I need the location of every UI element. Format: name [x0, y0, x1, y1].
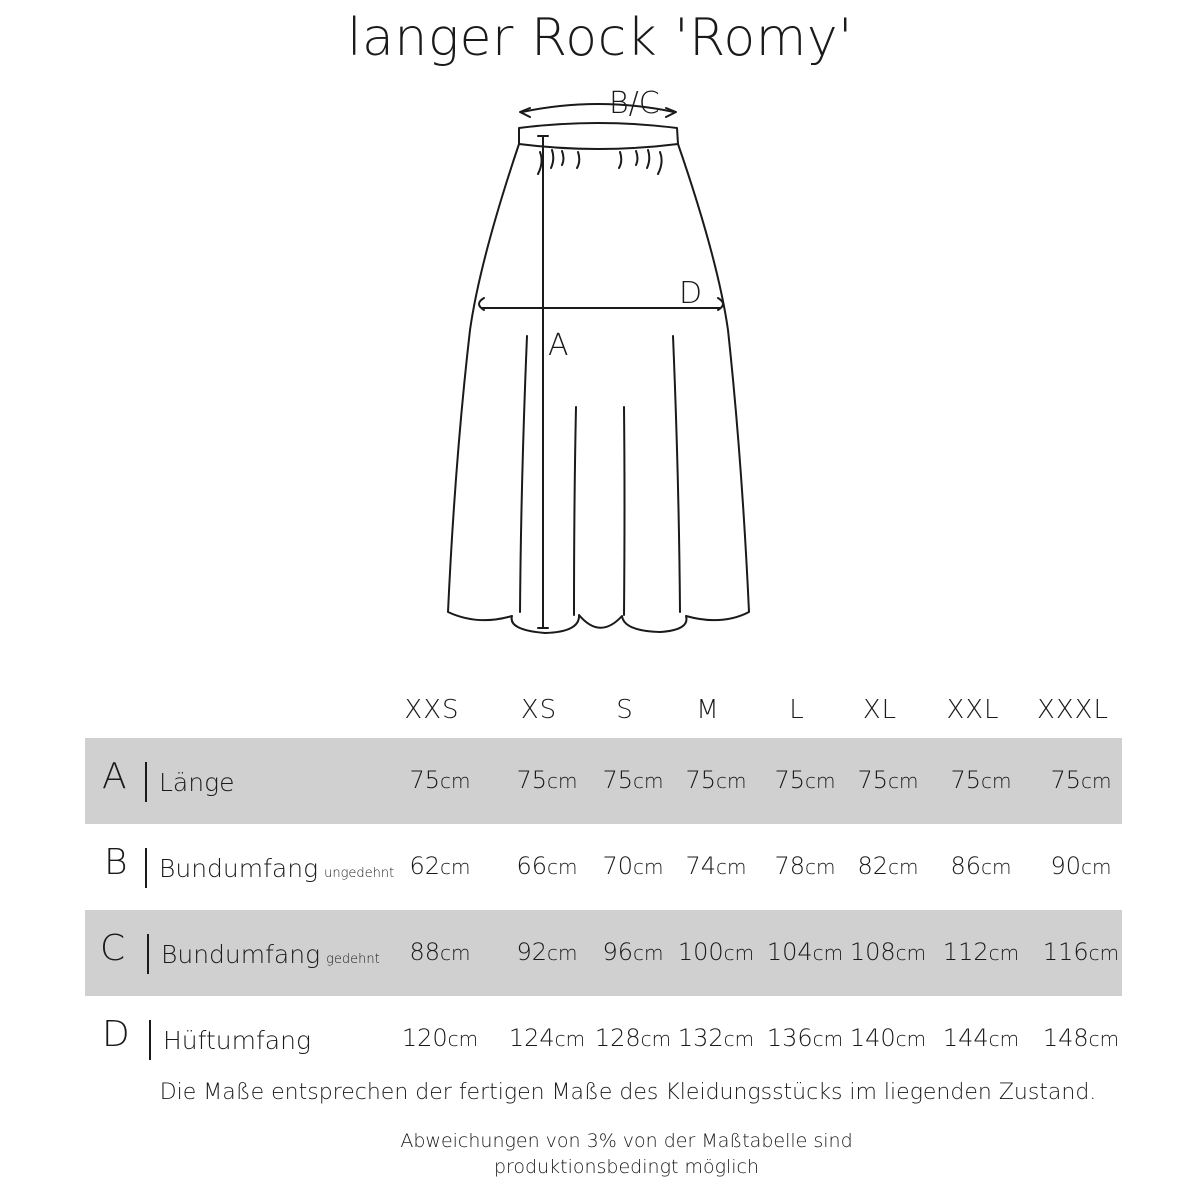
- measurement-unit: cm: [888, 769, 919, 793]
- measurement-unit: cm: [547, 855, 578, 879]
- measurement-unit: cm: [547, 941, 578, 965]
- row-name-text: Bundumfang: [159, 854, 319, 883]
- measurement-unit: cm: [1081, 769, 1112, 793]
- measurement-unit: cm: [640, 1027, 672, 1051]
- measurement-value: 75: [950, 766, 982, 794]
- row-name-qualifier: ungedehnt: [324, 866, 395, 881]
- measurement-unit: cm: [981, 769, 1012, 793]
- measurement-unit: cm: [812, 941, 844, 965]
- measurement-cell: [926, 766, 1036, 794]
- measurement-value: 136: [766, 1024, 813, 1052]
- row-name-text: Bundumfang: [161, 940, 321, 969]
- skirt-outline: [448, 144, 749, 633]
- measurement-unit: cm: [981, 855, 1012, 879]
- measurement-value: 75: [857, 766, 889, 794]
- row-name: [159, 854, 394, 883]
- size-label: XL: [862, 695, 898, 725]
- measurement-value: 120: [401, 1024, 448, 1052]
- tolerance-line-2: produktionsbedingt möglich: [493, 1156, 760, 1178]
- measurement-cell: [926, 1024, 1036, 1052]
- measurement-unit: cm: [554, 1027, 586, 1051]
- table-row: [85, 910, 1122, 996]
- measurement-value: 108: [849, 938, 896, 966]
- length-line: [538, 136, 548, 628]
- measurement-cell: [1026, 1024, 1136, 1052]
- measurement-unit: cm: [447, 1027, 479, 1051]
- measurement-value: 88: [409, 938, 441, 966]
- measurement-value: 75: [516, 766, 548, 794]
- measurement-value: 82: [857, 852, 889, 880]
- measurement-unit: cm: [805, 769, 836, 793]
- measurement-unit: cm: [633, 855, 664, 879]
- measurement-value: 144: [942, 1024, 989, 1052]
- measurement-unit: cm: [812, 1027, 844, 1051]
- table-row: [85, 996, 1122, 1082]
- measurement-cell: [1026, 852, 1136, 880]
- size-label: XXL: [946, 695, 1000, 725]
- measurement-unit: cm: [1081, 855, 1112, 879]
- measurement-value: 62: [409, 852, 441, 880]
- row-divider: [147, 934, 149, 974]
- measurement-value: 70: [602, 852, 634, 880]
- measurement-value: 92: [516, 938, 548, 966]
- measurement-unit: cm: [440, 855, 471, 879]
- row-letter: B: [104, 842, 128, 883]
- page-title: langer Rock 'Romy': [347, 8, 853, 68]
- measurement-cell: [385, 938, 495, 966]
- row-divider: [145, 848, 147, 888]
- measurement-cell: [1026, 766, 1136, 794]
- measurement-unit: cm: [633, 769, 664, 793]
- tolerance-line-1: Abweichungen von 3% von der Maßtabelle sind: [400, 1130, 853, 1152]
- row-name: [161, 940, 380, 969]
- tolerance-note: [0, 1128, 1200, 1180]
- measurement-value: 128: [594, 1024, 641, 1052]
- measurement-value: 75: [1050, 766, 1082, 794]
- measurement-unit: cm: [440, 769, 471, 793]
- size-label: XXS: [404, 695, 460, 725]
- measurement-value: 75: [685, 766, 717, 794]
- measurement-value: 112: [942, 938, 989, 966]
- measurement-cell: [926, 938, 1036, 966]
- measurement-cell: [926, 852, 1036, 880]
- measurement-cell: [385, 1024, 495, 1052]
- measurement-unit: cm: [723, 1027, 755, 1051]
- measurement-value: 140: [849, 1024, 896, 1052]
- measurement-unit: cm: [895, 1027, 927, 1051]
- gather-lines: [538, 150, 662, 174]
- measurement-value: 132: [677, 1024, 724, 1052]
- size-label: XXXL: [1037, 695, 1109, 725]
- measurement-unit: cm: [547, 769, 578, 793]
- measurement-value: 86: [950, 852, 982, 880]
- measurement-unit: cm: [988, 941, 1020, 965]
- row-letter: A: [102, 756, 127, 797]
- size-label: S: [616, 695, 634, 725]
- measurement-unit: cm: [888, 855, 919, 879]
- size-label: XS: [520, 695, 558, 725]
- size-label: L: [789, 695, 805, 725]
- table-row: [85, 824, 1122, 910]
- measurement-value: 78: [774, 852, 806, 880]
- measurement-unit: cm: [716, 855, 747, 879]
- row-letter: C: [100, 928, 126, 969]
- measurement-unit: cm: [895, 941, 927, 965]
- row-name-text: Hüftumfang: [163, 1026, 311, 1055]
- measurement-value: 104: [766, 938, 813, 966]
- measurement-cell: [385, 766, 495, 794]
- measurement-unit: cm: [1088, 1027, 1120, 1051]
- measurement-value: 148: [1042, 1024, 1089, 1052]
- measurement-unit: cm: [988, 1027, 1020, 1051]
- measurement-note: Die Maße entsprechen der fertigen Maße des Kleidungsstücks im liegenden Zustand.: [159, 1080, 1097, 1105]
- measurement-cell: [385, 852, 495, 880]
- row-name: [159, 768, 234, 797]
- row-name-qualifier: gedehnt: [326, 952, 380, 967]
- measurement-value: 90: [1050, 852, 1082, 880]
- measurement-unit: cm: [805, 855, 836, 879]
- row-letter: D: [102, 1014, 130, 1055]
- label-bc: B/C: [609, 86, 660, 121]
- row-divider: [149, 1020, 151, 1060]
- measurement-value: 75: [774, 766, 806, 794]
- measurement-value: 66: [516, 852, 548, 880]
- measurement-value: 116: [1042, 938, 1089, 966]
- label-a: A: [548, 328, 569, 363]
- measurement-unit: cm: [716, 769, 747, 793]
- measurement-cell: [1026, 938, 1136, 966]
- label-d: D: [679, 276, 703, 311]
- measurement-unit: cm: [440, 941, 471, 965]
- measurement-unit: cm: [723, 941, 755, 965]
- row-divider: [145, 762, 147, 802]
- measurement-value: 74: [685, 852, 717, 880]
- measurement-value: 75: [602, 766, 634, 794]
- measurement-value: 124: [508, 1024, 555, 1052]
- size-label: M: [696, 695, 720, 725]
- row-name-text: Länge: [159, 768, 235, 797]
- measurement-value: 75: [409, 766, 441, 794]
- measurement-unit: cm: [1088, 941, 1120, 965]
- measurement-value: 96: [602, 938, 634, 966]
- table-row: [85, 738, 1122, 824]
- measurement-unit: cm: [633, 941, 664, 965]
- row-name: [163, 1026, 311, 1055]
- measurement-value: 100: [677, 938, 724, 966]
